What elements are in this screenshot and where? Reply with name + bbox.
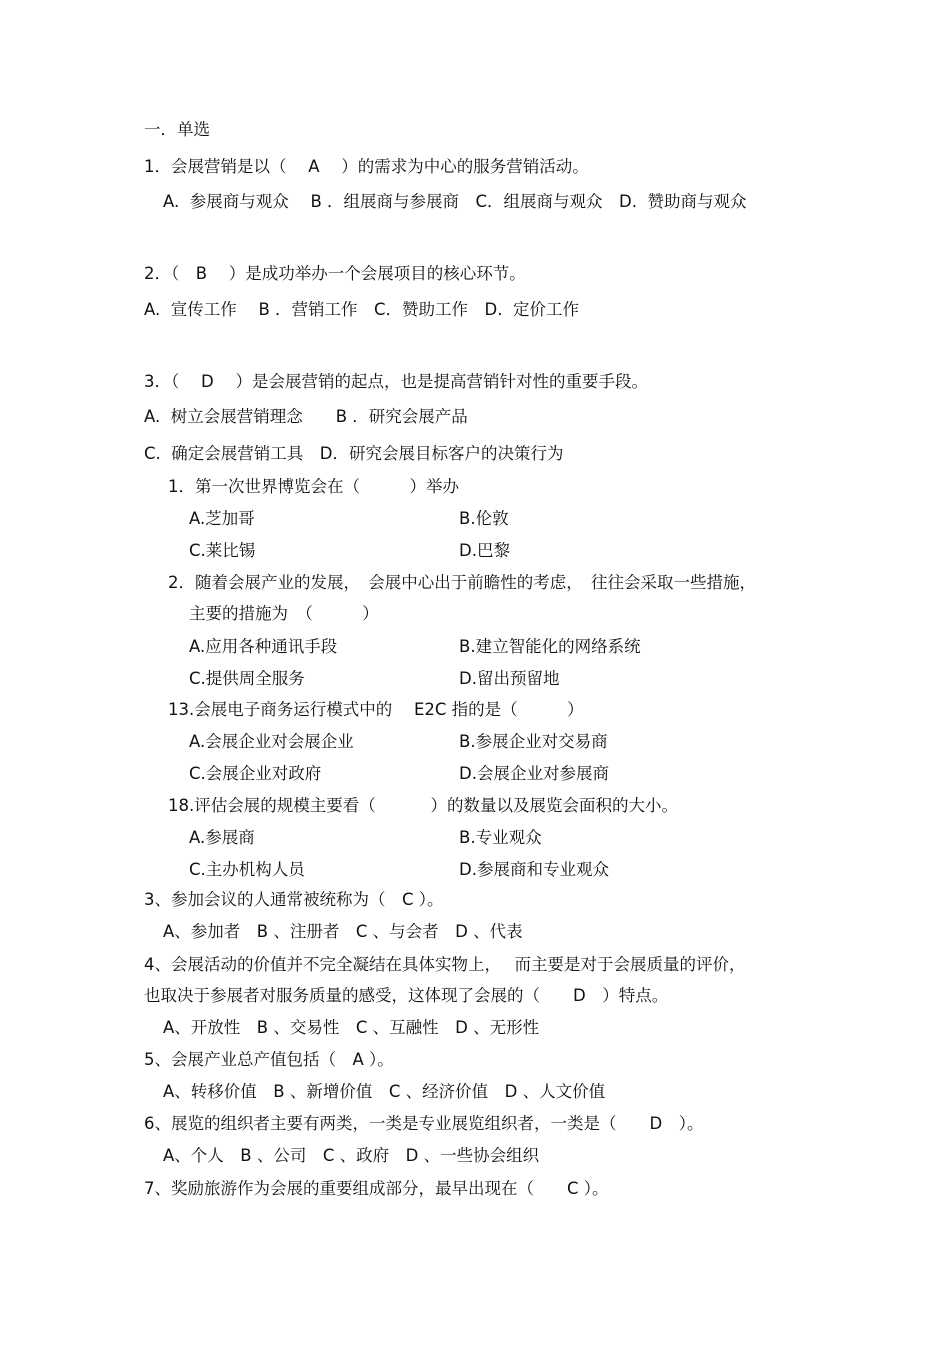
question-line: 6、展览的组织者主要有两类，一类是专业展览组织者，一类是（ D ）。 (144, 1114, 704, 1133)
question-line: 3．（ D ）是会展营销的起点，也是提高营销针对性的重要手段。 (144, 372, 648, 391)
option-item: B.专业观众 (459, 828, 542, 847)
option-item: B.建立智能化的网络系统 (459, 637, 641, 656)
option-item: D.巴黎 (459, 541, 510, 560)
option-item: A.会展企业对会展企业 (189, 732, 354, 751)
option-item: D.留出预留地 (459, 669, 560, 688)
option-item: A.应用各种通讯手段 (189, 637, 338, 656)
question-line: 5、会展产业总产值包括（ A ）。 (144, 1050, 394, 1069)
option-item: C.主办机构人员 (189, 860, 305, 879)
options-line: A. 参展商与观众 B ．组展商与参展商 C．组展商与观众 D. 赞助商与观众 (163, 192, 747, 211)
question-line: 1．会展营销是以（ A ）的需求为中心的服务营销活动。 (144, 157, 589, 176)
option-item: C.提供周全服务 (189, 669, 305, 688)
options-line: A、个人 B 、公司 C 、政府 D 、一些协会组织 (163, 1146, 540, 1165)
options-line: A. 宣传工作 B ．营销工作 C．赞助工作 D. 定价工作 (144, 300, 580, 319)
question-line: 1．第一次世界博览会在（ ）举办 (168, 477, 459, 496)
option-item: B.伦敦 (459, 509, 509, 528)
option-item: C.莱比锡 (189, 541, 256, 560)
option-item: A.参展商 (189, 828, 255, 847)
question-line: 2．随着会展产业的发展， 会展中心出于前瞻性的考虑， 往往会采取一些措施， (168, 573, 756, 592)
options-line: A、参加者 B 、注册者 C 、与会者 D 、代表 (163, 922, 523, 941)
option-item: D.会展企业对参展商 (459, 764, 609, 783)
option-item: A.芝加哥 (189, 509, 255, 528)
option-item: B.参展企业对交易商 (459, 732, 608, 751)
question-line: 4、会展活动的价值并不完全凝结在具体实物上， 而主要是对于会展质量的评价， (144, 955, 746, 974)
question-line: 3、参加会议的人通常被统称为（ C ）。 (144, 890, 444, 909)
options-line: A. 树立会展营销理念 B ．研究会展产品 (144, 407, 468, 426)
option-item: D.参展商和专业观众 (459, 860, 609, 879)
option-item: C.会展企业对政府 (189, 764, 322, 783)
question-line: 13.会展电子商务运行模式中的 E2C 指的是（ ） (168, 700, 584, 719)
question-line: 2．（ B ）是成功举办一个会展项目的核心环节。 (144, 264, 526, 283)
question-line: 7、奖励旅游作为会展的重要组成部分，最早出现在（ C ）。 (144, 1179, 609, 1198)
question-line: 18.评估会展的规模主要看（ ）的数量以及展览会面积的大小。 (168, 796, 678, 815)
question-line: 主要的措施为 （ ） (189, 604, 379, 623)
options-line: A、转移价值 B 、新增价值 C 、经济价值 D 、人文价值 (163, 1082, 606, 1101)
question-line: 也取决于参展者对服务质量的感受，这体现了会展的（ D ）特点。 (144, 986, 669, 1005)
options-line: C. 确定会展营销工具 D．研究会展目标客户的决策行为 (144, 444, 564, 463)
section-title: 一．单选 (144, 120, 210, 139)
options-line: A、开放性 B 、交易性 C 、互融性 D 、无形性 (163, 1018, 540, 1037)
